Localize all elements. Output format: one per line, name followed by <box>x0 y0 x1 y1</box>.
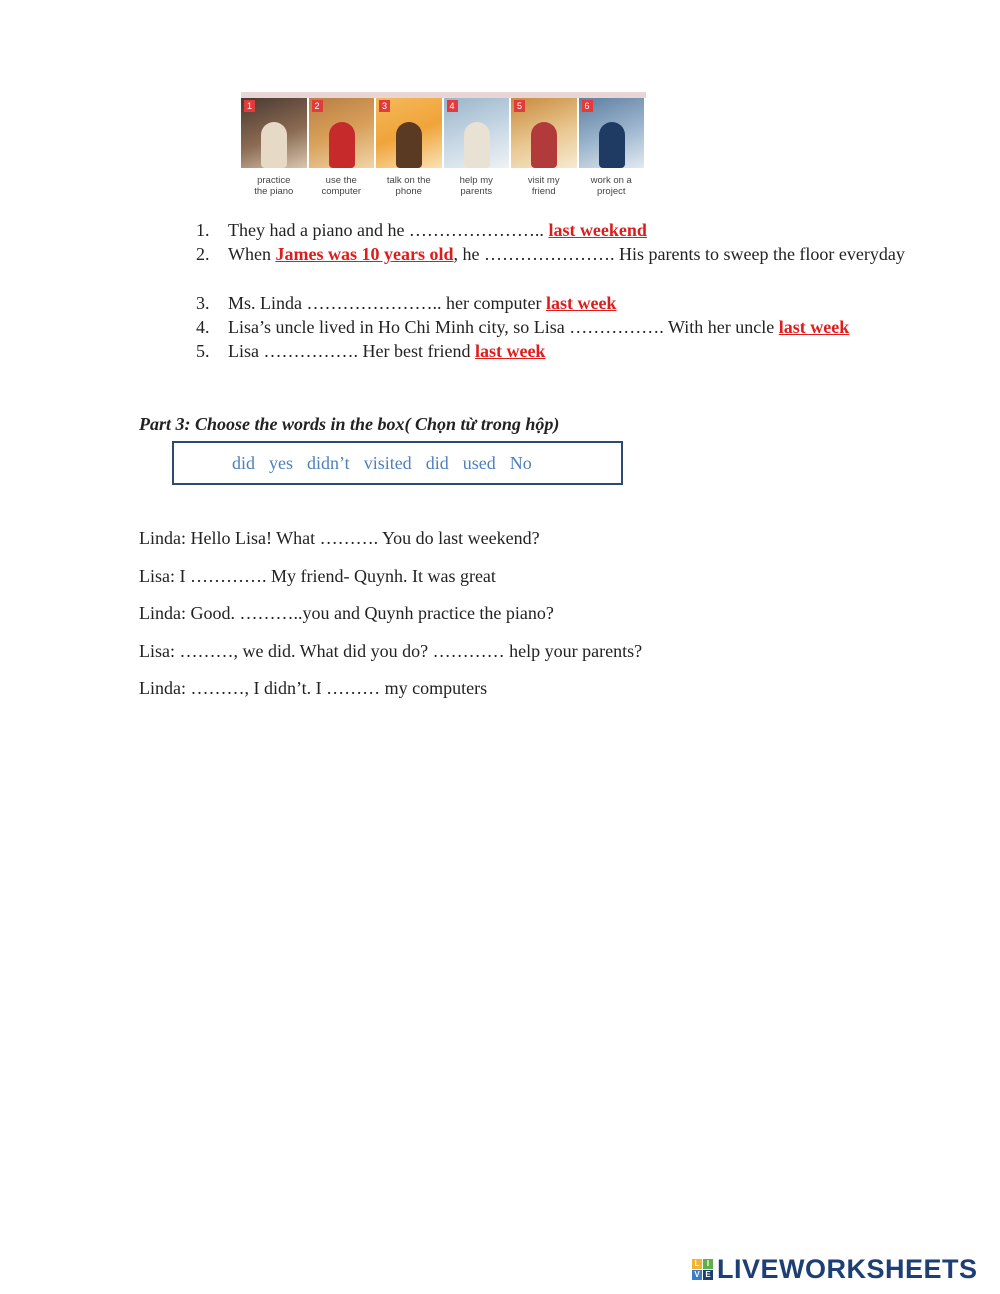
time-highlight: last week <box>474 341 546 361</box>
logo-mark-letter: E <box>703 1270 713 1280</box>
panel-caption: help my parents <box>444 168 510 203</box>
time-highlight: last week <box>545 293 617 313</box>
dialogue-line: Linda: Good. ………..you and Quynh practice the piano? <box>139 603 554 623</box>
panel-picture <box>309 98 375 168</box>
panel-caption: work on a project <box>579 168 645 203</box>
panel-help-parents <box>444 98 512 203</box>
logo-mark-letter: V <box>692 1270 702 1280</box>
panel-picture <box>511 98 577 168</box>
panel-use-computer <box>309 98 377 203</box>
dialogue-line: Linda: Hello Lisa! What ………. You do last weekend? <box>139 528 540 548</box>
panel-picture <box>376 98 442 168</box>
panel-picture <box>579 98 645 168</box>
question-text: When <box>228 244 276 264</box>
question-number: 2. <box>196 244 210 264</box>
dialogue-line: Lisa: ………, we did. What did you do? ………… help your parents? <box>139 641 643 661</box>
panel-number: 4 <box>447 100 458 112</box>
dialogue-line: Linda: ………, I didn’t. I ……… my computers <box>139 678 488 698</box>
person-figure <box>261 122 287 168</box>
question-3 <box>196 291 926 315</box>
panel-caption: visit my friend <box>511 168 577 203</box>
panel-picture <box>444 98 510 168</box>
logo-mark-icon <box>692 1259 713 1280</box>
logo-mark-letter: I <box>703 1259 713 1269</box>
word-bank-item[interactable]: No <box>509 452 532 473</box>
panel-caption: use the computer <box>309 168 375 203</box>
panel-caption: talk on the phone <box>376 168 442 203</box>
word-bank-item[interactable]: did <box>425 452 449 473</box>
panel-number: 2 <box>312 100 323 112</box>
person-figure <box>599 122 625 168</box>
question-number: 3. <box>196 293 210 313</box>
word-bank-item[interactable]: used <box>462 452 496 473</box>
panel-number: 5 <box>514 100 525 112</box>
panel-picture <box>241 98 307 168</box>
question-2 <box>196 242 926 266</box>
question-text: Ms. Linda ………………….. her computer <box>228 293 546 313</box>
word-bank-item[interactable]: yes <box>269 452 294 473</box>
question-text: They had a piano and he ………………….. <box>228 220 549 240</box>
logo-mark-letter: L <box>692 1259 702 1269</box>
question-text: Lisa’s uncle lived in Ho Chi Minh city, so Lisa ……………. With her uncle <box>228 317 779 337</box>
logo-text: LIVEWORKSHEETS <box>717 1253 978 1284</box>
panel-caption: practice the piano <box>241 168 307 203</box>
question-number: 1. <box>196 220 210 240</box>
time-highlight: James was 10 years old <box>275 244 454 264</box>
panel-visit-friend <box>511 98 579 203</box>
panel-talk-phone <box>376 98 444 203</box>
panel-number: 3 <box>379 100 390 112</box>
question-1 <box>196 218 926 242</box>
question-5 <box>196 339 926 363</box>
word-bank-item[interactable]: visited <box>363 452 412 473</box>
question-text-end: , he …………………. His parents to sweep the floor everyday <box>453 244 905 264</box>
question-text: Lisa ……………. Her best friend <box>228 341 475 361</box>
panel-work-project <box>579 98 647 203</box>
question-number: 5. <box>196 341 210 361</box>
time-highlight: last week <box>778 317 850 337</box>
person-figure <box>531 122 557 168</box>
person-figure <box>396 122 422 168</box>
word-box <box>172 441 623 485</box>
time-highlight: last weekend <box>548 220 647 240</box>
panel-number: 1 <box>244 100 255 112</box>
panel-number: 6 <box>582 100 593 112</box>
question-4 <box>196 315 926 339</box>
person-figure <box>329 122 355 168</box>
panel-practice-piano <box>241 98 309 203</box>
dialogue-line: Lisa: I …………. My friend- Quynh. It was great <box>139 566 496 586</box>
question-number: 4. <box>196 317 210 337</box>
liveworksheets-logo <box>692 1253 978 1285</box>
word-bank-item[interactable]: didn’t <box>307 452 350 473</box>
person-figure <box>464 122 490 168</box>
word-bank-item[interactable]: did <box>232 452 256 473</box>
activity-image-strip <box>241 92 646 203</box>
part3-heading: Part 3: Choose the words in the box( Chọn từ trong hộp) <box>139 414 560 434</box>
